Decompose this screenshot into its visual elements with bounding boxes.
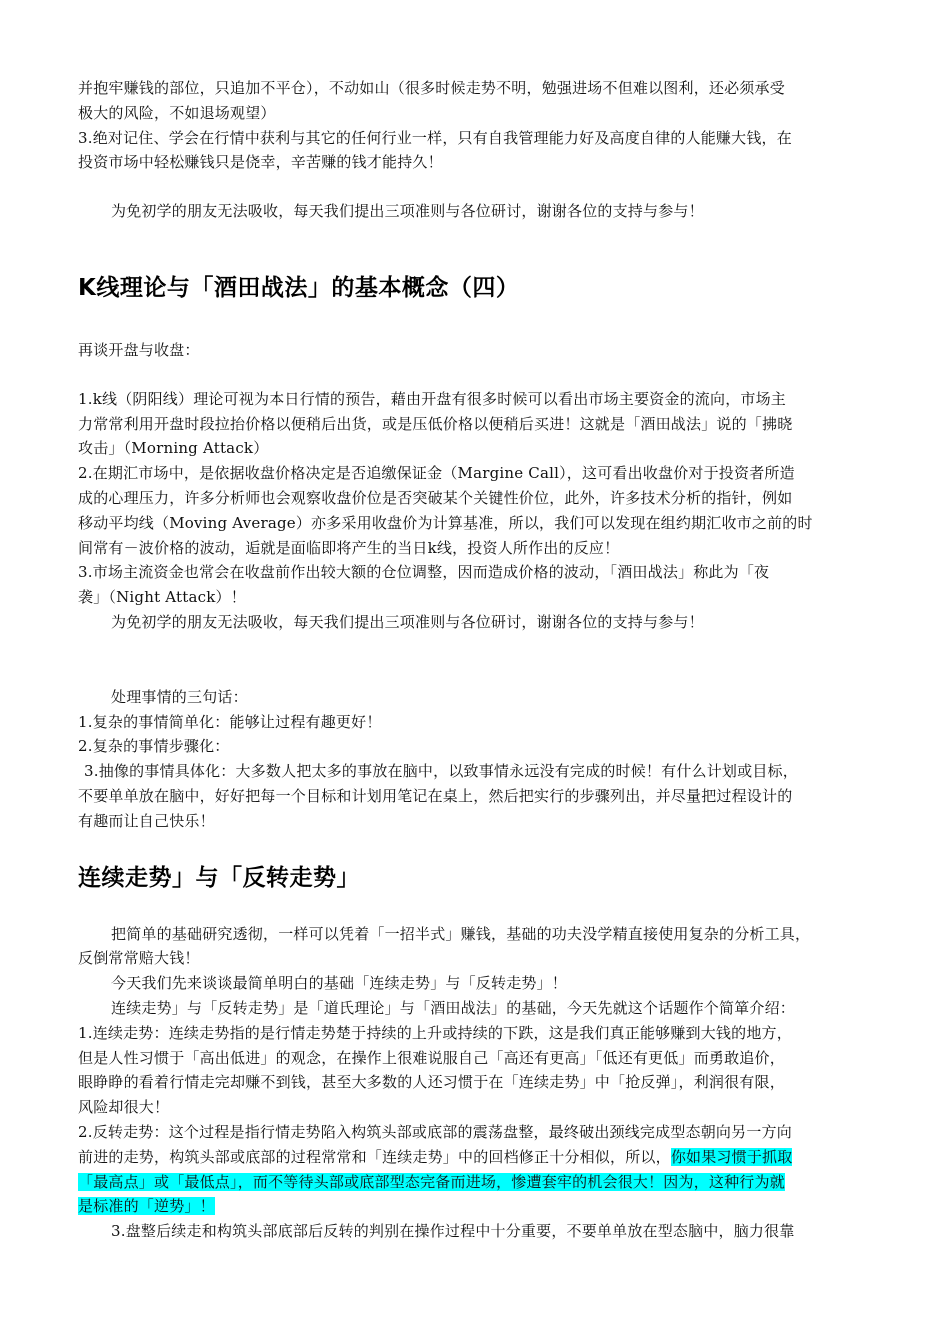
section-k-item-2-line-2: 成的心理压力，许多分析师也会观察收盘价位是否突破某个关键性价位，此外，许多技术分析的指针，例如 — [78, 488, 793, 507]
section-k-closing-text: 为免初学的朋友无法吸收，每天我们提出三项准则与各位研讨，谢谢各位的支持与参与！ — [111, 612, 704, 631]
intro-paragraph-1-line-2: 极大的风险，不如退场观望） — [78, 103, 276, 122]
section-heading-trend: 连续走势」与「反转走势」 — [78, 864, 360, 891]
section-heading-k-line: K线理论与「酒田战法」的基本概念（四） — [78, 274, 520, 301]
trend-item-3-line-1: 3.盘整后续走和构筑头部底部后反转的判别在操作过程中十分重要，不要单单放在型态脑中，脑力很靠 — [111, 1222, 795, 1241]
highlighted-text: 你如果习惯于抓取 — [670, 1147, 793, 1166]
spacer — [78, 834, 878, 862]
trend-item-1-line-1: 1.连续走势：连续走势指的是行情走势楚于持续的上升或持续的下跌，这是我们真正能够赚到大钱的地方， — [78, 1023, 792, 1042]
three-sentences-item-3-line-2: 不要单单放在脑中，好好把每一个目标和计划用笔记在桌上，然后把实行的步骤列出，并尽量把过程设计的 — [78, 786, 793, 805]
section-k-item-1-line-1: 1.k线（阴阳线）理论可视为本日行情的预告，藉由开盘有很多时候可以看出市场主要资金的流向，市场主 — [78, 389, 787, 408]
spacer — [78, 304, 878, 338]
intro-paragraph-1-line-1: 并抱牢赚钱的部位，只追加不平仓），不动如山（很多时候走势不明，勉强进场不但难以图利，还必须承受 — [78, 79, 785, 97]
three-sentences-title: 处理事情的三句话： — [111, 687, 248, 706]
trend-paragraph-3: 连续走势」与「反转走势」是「道氏理论」与「酒田战法」的基础，今天先就这个话题作个简箪介绍： — [111, 998, 796, 1017]
trend-paragraph-1-line-2: 反倒常常赔大钱！ — [78, 949, 200, 968]
trend-item-2-line-4 — [78, 1194, 878, 1219]
trend-item-2-line-3 — [78, 1170, 878, 1195]
trend-item-2-line-1: 2.反转走势：这个过程是指行情走势陷入构筑头部或底部的震荡盘整，最终破出颈线完成型态朝向另一方向 — [78, 1122, 792, 1141]
trend-paragraph-2: 今天我们先来谈谈最简单明白的基础「连续走势」与「反转走势」！ — [111, 974, 568, 993]
section-k-item-2-line-1: 2.在期汇市场中，是依据收盘价格决定是否追缴保证金（Margine Call），这可看出收盘价对于投资者所造 — [78, 464, 795, 483]
intro-paragraph-2-line-1: 3.绝对记住、学会在行情中获利与其它的任何行业一样，只有自我管理能力好及高度自律的人能赚大钱，在 — [78, 128, 792, 147]
three-sentences-item-3-line-1: 3.抽像的事情具体化：大多数人把太多的事放在脑中，以致事情永远没有完成的时候！有什么计划或目标， — [84, 762, 798, 781]
trend-item-1-line-4: 风险却很大！ — [78, 1098, 170, 1117]
section-k-item-2-line-4: 间常有－波价格的波动，逅就是面临即将产生的当日k线，投资人所作出的反应！ — [78, 538, 620, 557]
spacer — [78, 363, 878, 387]
three-sentences-item-1: 1.复杂的事情简单化：能够让过程有趣更好！ — [78, 712, 382, 731]
spacer — [78, 635, 878, 685]
trend-item-2-plain-text: 前进的走势，构筑头部或底部的过程常常和「连续走势」中的回档修正十分相似，所以， — [78, 1147, 671, 1166]
trend-item-1-line-3: 眼睁睁的看着行情走完却赚不到钱，甚至大多数的人还习惯于在「连续走势」中「抢反弹」，利润很有限， — [78, 1073, 785, 1092]
three-sentences-item-2: 2.复杂的事情步骤化： — [78, 737, 230, 756]
trend-item-1-line-2: 但是人性习惯于「高出低进」的观念，在操作上很难说服自己「高还有更高」「低还有更低」而勇敢追价， — [78, 1048, 785, 1067]
highlighted-text: 是标准的「逆势」！ — [78, 1197, 215, 1216]
document-page — [78, 76, 878, 1244]
intro-closing-text: 为免初学的朋友无法吸收，每天我们提出三项准则与各位研讨，谢谢各位的支持与参与！ — [111, 202, 704, 221]
spacer — [78, 175, 878, 199]
highlighted-text: 「最高点」或「最低点」，而不等待头部或底部型态完备而进场，惨遭套牢的机会很大！因为，这种行为就 — [78, 1172, 785, 1191]
section-k-item-3-line-1: 3.市场主流资金也常会在收盘前作出较大额的仓位调整，因而造成价格的波动，「酒田战法」称此为「夜 — [78, 563, 770, 582]
three-sentences-item-3-line-3: 有趣而让自己快乐！ — [78, 811, 215, 830]
section-k-item-3-line-2: 袭」（Night Attack）！ — [78, 588, 246, 607]
trend-paragraph-1-line-1: 把简单的基础研究透彻，一样可以凭着「一招半式」赚钱，基础的功夫没学精直接使用复杂的分析工具， — [111, 924, 811, 943]
intro-paragraph-2-line-2: 投资市场中轻松赚钱只是侥幸，辛苦赚的钱才能持久！ — [78, 153, 443, 172]
section-k-item-2-line-3: 移动平均线（Moving Average）亦多采用收盘价为计算基准，所以，我们可以发现在组约期汇收市之前的时 — [78, 513, 813, 532]
section-k-subtitle: 再谈开盘与收盘： — [78, 340, 200, 359]
spacer — [78, 224, 878, 272]
section-k-item-1-line-3: 攻击」（Morning Attack） — [78, 439, 269, 458]
trend-item-2-line-2 — [78, 1145, 878, 1170]
section-k-item-1-line-2: 力常常利用开盘时段拉抬价格以便稍后出货，或是压低价格以便稍后买进！这就是「酒田战法」说的「拂晓 — [78, 414, 793, 433]
spacer — [78, 894, 878, 922]
